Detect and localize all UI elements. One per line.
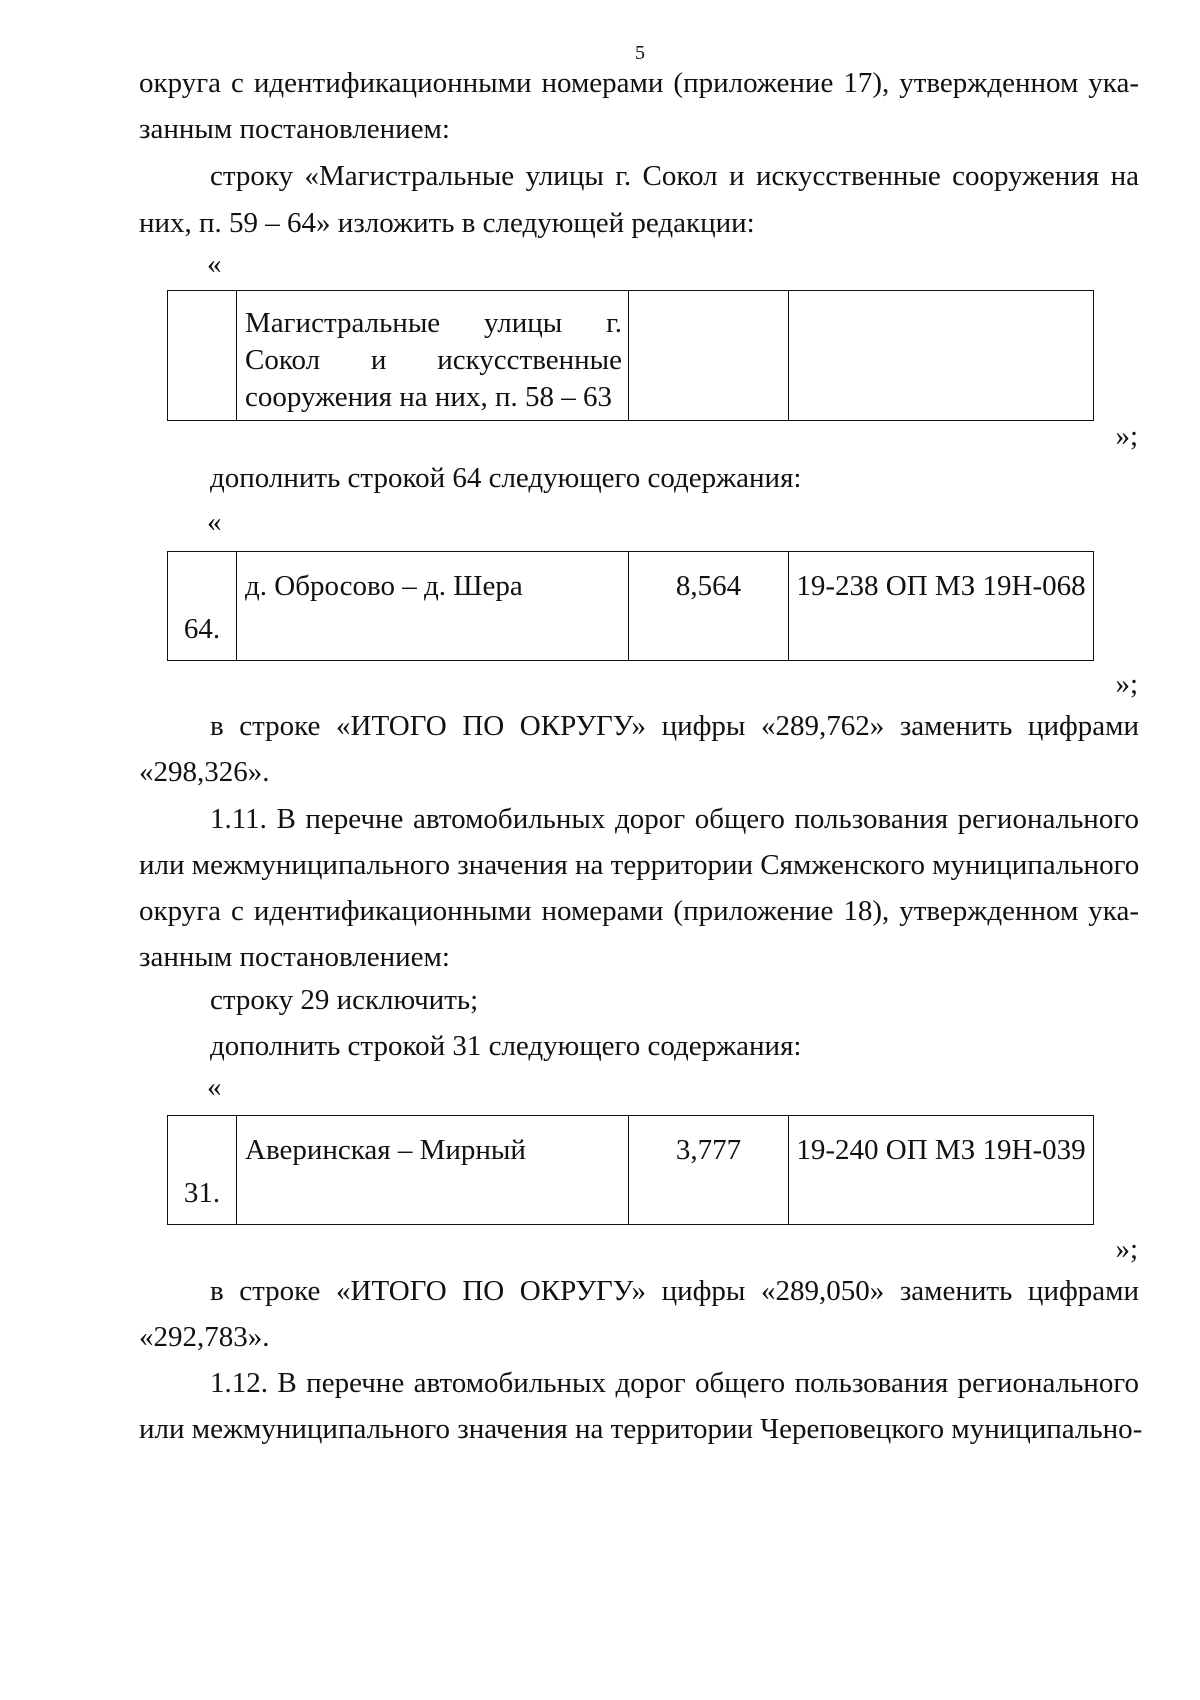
paragraph-line: «298,326».: [139, 756, 270, 788]
paragraph-line: в строке «ИТОГО ПО ОКРУГУ» цифры «289,050» заменить цифрами: [210, 1275, 1139, 1307]
row-number-cell: 31.: [168, 1116, 237, 1225]
insert-table-row-31: [167, 1115, 1094, 1225]
insert-table-row-64: [167, 551, 1094, 661]
closing-quote: »;: [1115, 420, 1138, 452]
opening-quote: «: [207, 1071, 222, 1103]
table-row: [168, 1116, 1094, 1225]
row-number-cell: 64.: [168, 552, 237, 661]
paragraph-line: или межмуниципального значения на территории Череповецкого муниципально-: [139, 1413, 1143, 1445]
closing-quote: »;: [1115, 1233, 1138, 1265]
paragraph-line: занным постановлением:: [139, 941, 450, 973]
paragraph-line: округа с идентификационными номерами (приложение 17), утвержденном ука-: [139, 67, 1139, 99]
paragraph-line: дополнить строкой 64 следующего содержания:: [210, 462, 802, 494]
paragraph-line: занным постановлением:: [139, 113, 450, 145]
road-code-cell: 19-240 ОП МЗ 19Н-039: [789, 1116, 1094, 1225]
paragraph-line: них, п. 59 – 64» изложить в следующей редакции:: [139, 207, 755, 239]
closing-quote: »;: [1115, 668, 1138, 700]
paragraph-line: строку 29 исключить;: [210, 984, 479, 1016]
paragraph-line: или межмуниципального значения на территории Сямженского муниципального: [139, 849, 1140, 881]
table-row: [168, 291, 1094, 421]
paragraph-line: 1.12. В перечне автомобильных дорог общего пользования регионального: [210, 1367, 1139, 1399]
paragraph-line: округа с идентификационными номерами (приложение 18), утвержденном ука-: [139, 895, 1139, 927]
opening-quote: «: [207, 248, 222, 280]
paragraph-line: в строке «ИТОГО ПО ОКРУГУ» цифры «289,762» заменить цифрами: [210, 710, 1139, 742]
paragraph-line: 1.11. В перечне автомобильных дорог общего пользования регионального: [210, 803, 1139, 835]
road-length-cell: 8,564: [629, 552, 789, 661]
road-code-cell: [789, 291, 1094, 421]
table-row: [168, 552, 1094, 661]
road-name-cell: д. Обросово – д. Шера: [237, 552, 629, 661]
road-length-cell: [629, 291, 789, 421]
road-length-cell: 3,777: [629, 1116, 789, 1225]
paragraph-line: строку «Магистральные улицы г. Сокол и искусственные сооружения на: [210, 160, 1139, 192]
paragraph-line: «292,783».: [139, 1321, 270, 1353]
page-number: 5: [635, 42, 645, 64]
row-number-cell: [168, 291, 237, 421]
road-name-cell: Магистральные улицы г. Сокол и искусственные сооружения на них, п. 58 – 63: [237, 291, 629, 421]
road-code-cell: 19-238 ОП МЗ 19Н-068: [789, 552, 1094, 661]
road-name-cell: Аверинская – Мирный: [237, 1116, 629, 1225]
opening-quote: «: [207, 506, 222, 538]
insert-table-sokol: [167, 290, 1094, 421]
paragraph-line: дополнить строкой 31 следующего содержания:: [210, 1030, 802, 1062]
